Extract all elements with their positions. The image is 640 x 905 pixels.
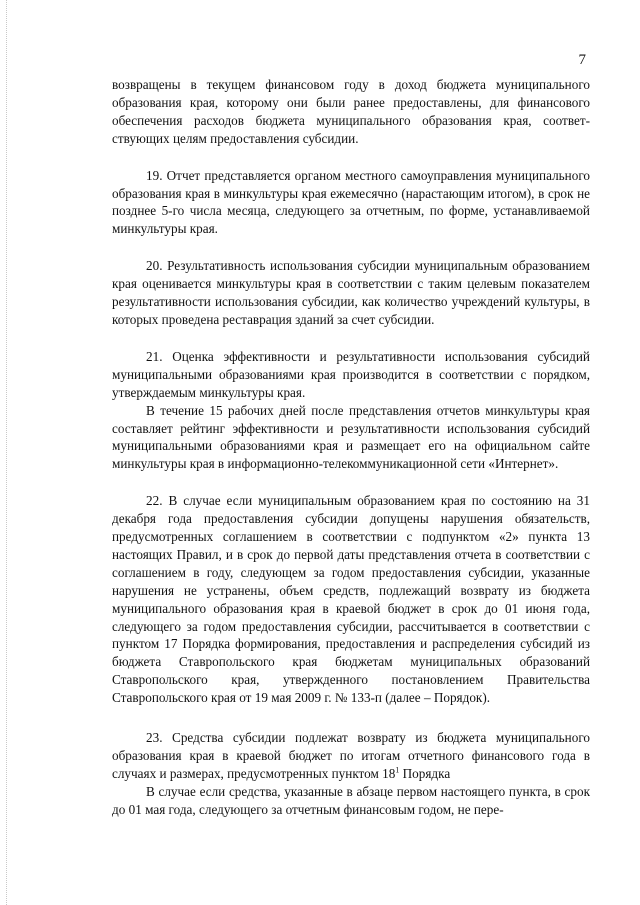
paragraph-23-tail: Порядка xyxy=(399,765,451,781)
paragraph-21-rating: В течение 15 рабочих дней после представления отчетов минкультуры края составляет рейтинг эффективности и результативности использования субсидий муниципальными образованиями края и размещает его на официальном сайте минкультуры края в информационно-телекоммуникационной сети «Интернет». xyxy=(112,402,590,472)
paragraph-23-text: 23. Средства субсидии подлежат возврату из бюджета муниципального образования края в краевой бюджет по итогам отчетного финансового года в случаях и размерах, предусмотренных пунктом 18 xyxy=(112,730,590,781)
paragraph-21: 21. Оценка эффективности и результативности использования субсидий муниципальными образованиями края производится в соответствии с порядком, утверждаемым минкультуры края. xyxy=(112,348,590,400)
paragraph-23-second: В случае если средства, указанные в абзаце первом настоящего пункта, в срок до 01 мая года, следующего за отчетным финансовым годом, не пере- xyxy=(112,783,590,817)
paragraph-23 xyxy=(112,729,590,783)
page-number: 7 xyxy=(578,52,586,68)
paragraph-22: 22. В случае если муниципальным образованием края по состоянию на 31 декабря года предоставления субсидии допущены нарушения обязательств, предусмотренных соглашением в соответствии с подпунктом «2» пункта 13 настоящих Правил, и в срок до первой даты представления отчета в соответствии с соглашением в году, следующем за годом предоставления субсидии, указанные нарушения не устранены, объем средств, подлежащий возврату из бюджета муниципального образования края в краевой бюджет в срок до 01 июня года, следующего за годом предоставления субсидии, рассчитывается в соответствии с пунктом 17 Порядка формирования, предоставления и распределения субсидий из бюджета Ставропольского края бюджетам муниципальных образований Ставропольского края, утвержденного постановлением Правительства Ставропольского края от 19 мая 2009 г. № 133-п (далее – Порядок). xyxy=(112,493,590,706)
paragraph-20: 20. Результативность использования субсидии муниципальным образованием края оценивается минкультуры края в соответствии с таким целевым показателем результативности использования субсидии, как количество учреждений культуры, в которых проведена реставрация зданий за счет субсидии. xyxy=(112,258,590,327)
footnote-superscript: 1 xyxy=(395,765,400,775)
paragraph-continuation: возвращены в текущем финансовом году в доход бюджета муниципального образования края, которому они были ранее предоставлены, для финансового обеспечения расходов бюджета муниципального образования края, соответствующих целям предоставления субсидии. xyxy=(112,77,590,146)
document-body xyxy=(112,76,590,819)
scan-edge-mark xyxy=(6,0,8,905)
paragraph-19: 19. Отчет представляется органом местного самоуправления муниципального образования края в минкультуры края ежемесячно (нарастающим итогом), в срок не позднее 5-го числа месяца, следующего за отчетным, по форме, устанавливаемой минкультуры края. xyxy=(112,167,590,237)
